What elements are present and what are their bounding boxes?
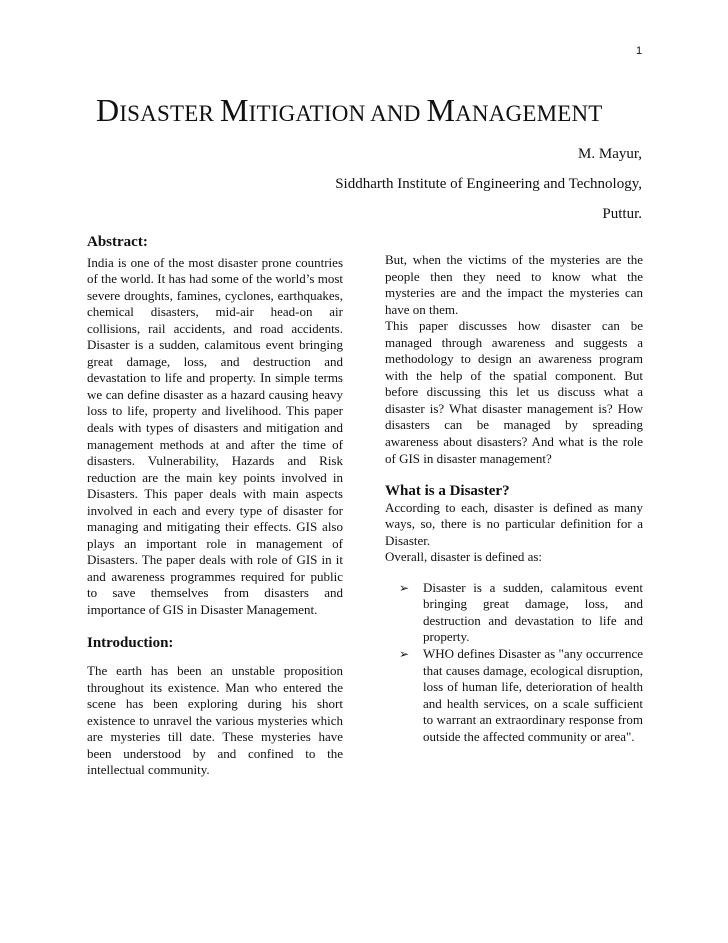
paper-title: DISASTER MITIGATION AND MANAGEMENT xyxy=(96,92,603,128)
author-city: Puttur. xyxy=(602,206,642,222)
definition-list xyxy=(385,580,643,745)
abstract-text: India is one of the most disaster prone countries of the world. It has had some of the world’s most severe droughts, famines, cyclones, earthquakes, chemical disasters, mid-air head-on air collisions, rail accidents, and road accidents. Disaster is a sudden, calamitous event bringing great damage, loss, and destruction and devastation to life and property. In simple terms we can define disaster as a hazard causing heavy loss to life, property and livelihood. This paper deals with types of disasters and mitigation and management methods at and after the time of disasters. Vulnerability, Hazards and Risk reduction are the main key points involved in Disasters. This paper deals with main aspects involved in each and every type of disaster for managing and mitigating their effects. GIS also plays an important role in management of Disasters. The paper deals with role of GIS in it and awareness programmes required for public to save themselves from disasters and importance of GIS in Disaster Management. xyxy=(87,254,343,618)
page-number: 1 xyxy=(636,45,643,57)
right-column xyxy=(385,252,643,745)
arrowhead-bullet-icon: ➢ xyxy=(399,647,410,662)
paragraph-overall: Overall, disaster is defined as: xyxy=(385,549,543,565)
introduction-heading: Introduction: xyxy=(87,634,174,651)
author-institute: Siddharth Institute of Engineering and Technology, xyxy=(335,176,642,192)
paragraph-paper-discusses: This paper discusses how disaster can be managed through awareness and suggests a methodology to design an awareness program with the help of the spatial component. But before discussing this let us discuss what a disaster is? What disaster management is? How disasters can be managed by spreading awareness about disasters? And what is the role of GIS in disaster management? xyxy=(385,318,643,466)
what-is-disaster-heading: What is a Disaster? xyxy=(385,483,510,500)
paragraph-definition: According to each, disaster is defined as many ways, so, there is no particular definition for a Disaster. xyxy=(385,499,643,548)
abstract-heading: Abstract: xyxy=(87,234,148,250)
author-name: M. Mayur, xyxy=(578,146,642,162)
paragraph-victims: But, when the victims of the mysteries are the people then they need to know what the mysteries are and the impact the mysteries can have on them. xyxy=(385,252,643,317)
left-column xyxy=(87,234,343,779)
introduction-text: The earth has been an unstable proposition throughout its existence. Man who entered the scene has been exploring during his short existence to unravel the various mysteries which are mysteries till date. These mysteries have been understood by and confined to the intellectual community. xyxy=(87,663,343,778)
list-item: ➢ WHO defines Disaster as "any occurrence that causes damage, ecological disruption, loss of human life, deterioration of health and health services, on a scale sufficient to warrant an extraordinary response from outside the affected community or area". xyxy=(399,646,643,744)
list-item: ➢ Disaster is a sudden, calamitous event bringing great damage, loss, and destruction and devastation to life and property. xyxy=(399,579,643,645)
arrowhead-bullet-icon: ➢ xyxy=(399,580,410,595)
